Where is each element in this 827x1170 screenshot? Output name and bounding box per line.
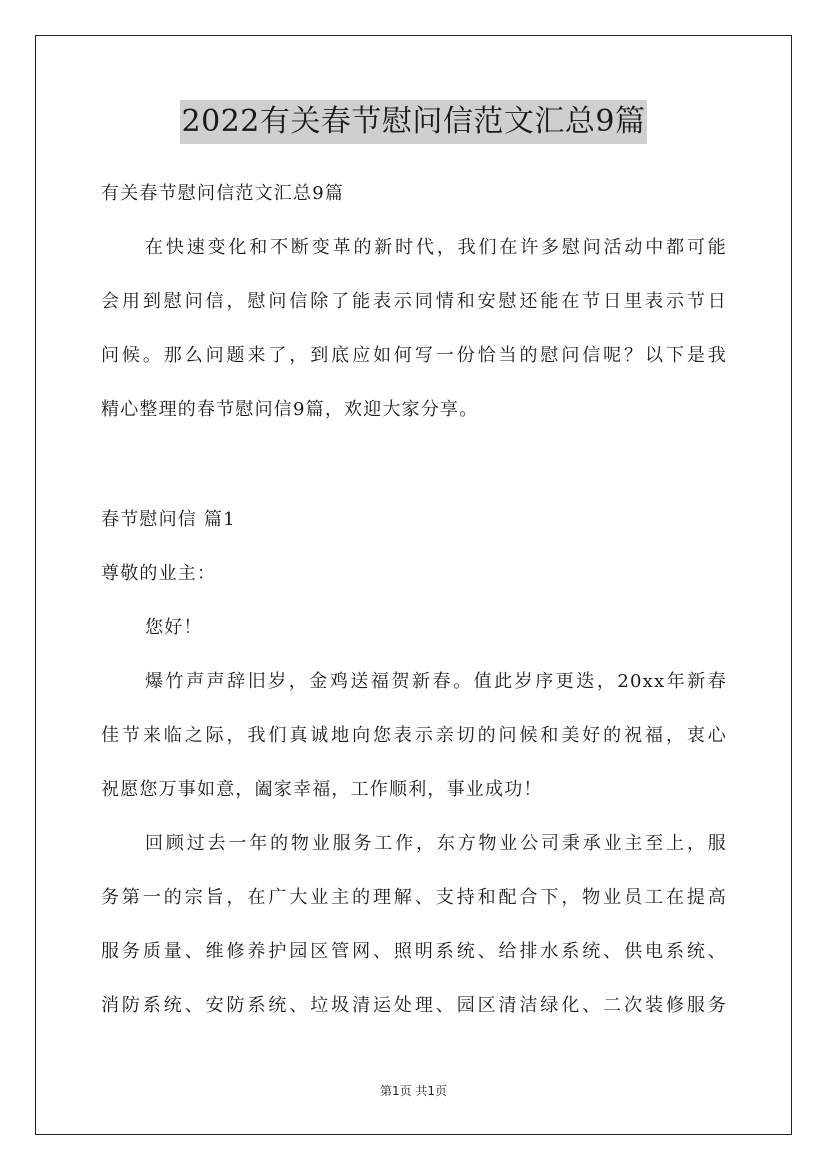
page-footer: 第1页 共1页: [379, 1084, 448, 1098]
paragraph2-line-2: 务第一的宗旨，在广大业主的理解、支持和配合下，物业员工在提高: [101, 887, 727, 908]
salutation: 尊敬的业主：: [101, 563, 217, 584]
document-title: 2022有关春节慰问信范文汇总9篇: [180, 100, 648, 144]
intro-line-1: 在快速变化和不断变革的新时代，我们在许多慰问活动中都可能: [145, 237, 727, 258]
paragraph2-line-4: 消防系统、安防系统、垃圾清运处理、园区清洁绿化、二次装修服务: [101, 995, 727, 1016]
greeting: 您好！: [145, 617, 203, 638]
intro-line-3: 问候。那么问题来了，到底应如何写一份恰当的慰问信呢？以下是我: [101, 345, 727, 366]
paragraph2-line-1: 回顾过去一年的物业服务工作，东方物业公司秉承业主至上，服: [145, 833, 727, 854]
paragraph1-line-2: 佳节来临之际，我们真诚地向您表示亲切的问候和美好的祝福，衷心: [101, 725, 727, 746]
intro-line-2: 会用到慰问信，慰问信除了能表示同情和安慰还能在节日里表示节日: [101, 291, 727, 312]
document-subtitle: 有关春节慰问信范文汇总9篇: [101, 183, 345, 204]
paragraph2-line-3: 服务质量、维修养护园区管网、照明系统、给排水系统、供电系统、: [101, 941, 727, 962]
title-container: [0, 100, 827, 144]
paragraph1-line-1: 爆竹声声辞旧岁，金鸡送福贺新春。值此岁序更迭，20xx年新春: [145, 671, 727, 692]
paragraph1-line-3: 祝愿您万事如意，阖家幸福，工作顺利，事业成功！: [101, 779, 543, 800]
intro-line-4: 精心整理的春节慰问信9篇，欢迎大家分享。: [101, 399, 479, 420]
section-heading: 春节慰问信 篇1: [101, 509, 236, 530]
